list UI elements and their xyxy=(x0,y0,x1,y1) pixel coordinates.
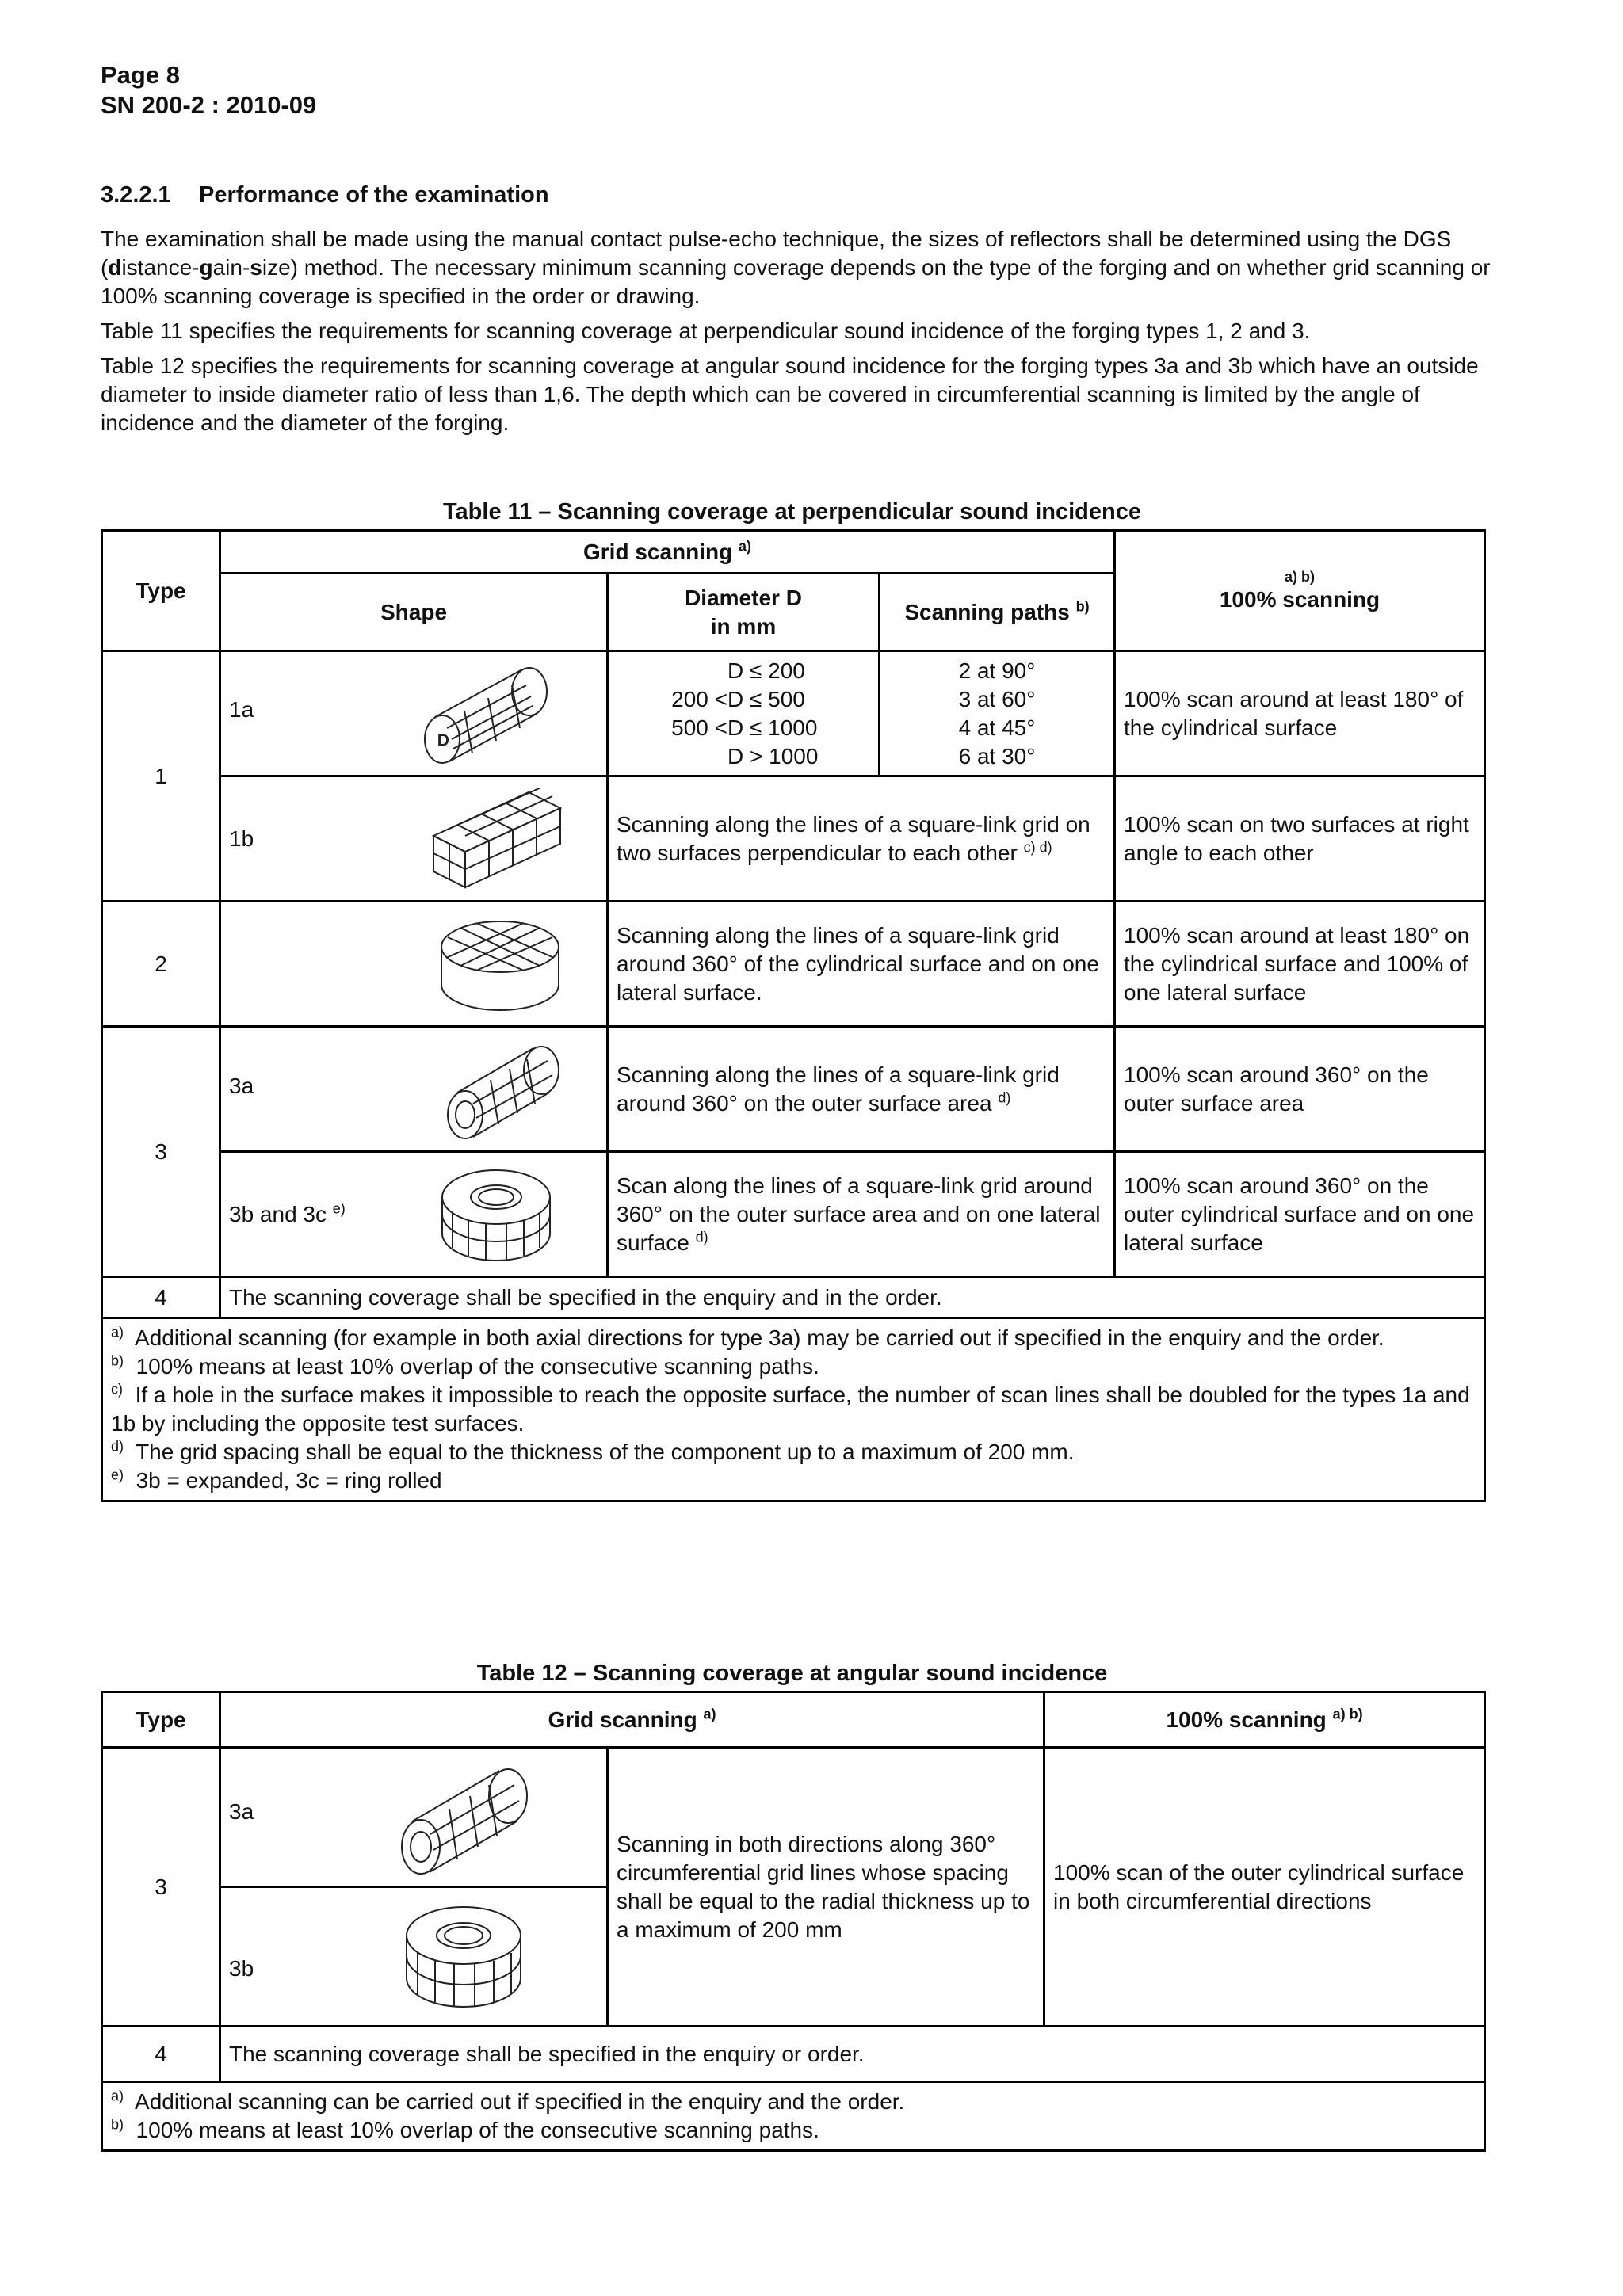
table12-grid-text: Scanning in both directions along 360° circumferential grid lines whose spacing shall be equal to the radial thickness up to a maximum of 200 mm xyxy=(608,1748,1044,2027)
table11-full-3b-3c: 100% scan around 360° on the outer cylindrical surface and on one lateral surface xyxy=(1115,1152,1485,1277)
table11-full-3a: 100% scan around 360° on the outer surface area xyxy=(1115,1027,1485,1152)
section-number: 3.2.2.1 xyxy=(101,182,171,208)
table11-footnote-b: $^{b)}$ 100% means at least 10% overlap of the consecutive scanning paths. xyxy=(111,1352,819,1379)
document-id: SN 200-2 : 2010-09 xyxy=(101,91,317,119)
table12-header-grid: Grid scanning $^{a)}$ xyxy=(220,1692,1044,1748)
ring-icon xyxy=(400,1899,527,2016)
shape-label-3a: 3a xyxy=(229,1799,254,1824)
table11-shape-3b-3c xyxy=(220,1152,608,1277)
table11-caption: Table 11 – Scanning coverage at perpendicular sound incidence xyxy=(442,499,1142,524)
table11-type-2: 2 xyxy=(102,902,220,1027)
table12-header-type: Type xyxy=(102,1692,220,1748)
table11-diameter-1a xyxy=(608,651,880,776)
table12-footnote-b: $^{b)}$ 100% means at least 10% overlap of the consecutive scanning paths. xyxy=(111,2116,819,2142)
table11-full-1b: 100% scan on two surfaces at right angle to each other xyxy=(1115,776,1485,902)
table11-footnote-d: $^{d)}$ The grid spacing shall be equal to the thickness of the component up to a maximum of 200 mm. xyxy=(111,1438,1075,1464)
table11-shape-2 xyxy=(220,902,608,1027)
svg-text:D: D xyxy=(437,732,449,749)
table11-header-grid: Grid scanning $^{a)}$ xyxy=(220,531,1115,574)
section-heading xyxy=(101,182,549,208)
table12-header-full: 100% scanning $^{a) b)}$ xyxy=(1044,1692,1485,1748)
cylinder-bar-icon xyxy=(415,663,558,768)
paragraph-1: The examination shall be made using the manual contact pulse-echo technique, the sizes of reflectors shall be determined using the DGS (distance-gain-size) method. The necessary minimum scanning coverage depends on the type of the forging and on whether grid scanning or 100% scanning coverage is specified in the order or drawing. xyxy=(101,227,1491,308)
table11 xyxy=(101,529,1486,1502)
diameter-row: D > 1000 xyxy=(727,743,819,769)
intro-text xyxy=(101,225,1495,444)
table11-header-diameter: Diameter D in mm xyxy=(608,574,880,651)
table11-shape-3a xyxy=(220,1027,608,1152)
table12-type-3: 3 xyxy=(102,1748,220,2027)
shape-label-1a: 1a xyxy=(229,697,254,722)
table11-header-paths: Scanning paths $^{b)}$ xyxy=(880,574,1115,651)
table12-full-text: 100% scan of the outer cylindrical surface in both circumferential directions xyxy=(1044,1748,1485,2027)
table11-shape-1a xyxy=(220,651,608,776)
disc-icon xyxy=(437,917,563,1015)
paragraph-2: Table 11 specifies the requirements for scanning coverage at perpendicular sound incidence of the forging types 1, 2 and 3. xyxy=(101,318,1311,343)
rectangular-bar-icon xyxy=(426,788,568,891)
table11-type-3: 3 xyxy=(102,1027,220,1277)
shape-label-3a: 3a xyxy=(229,1074,254,1098)
table11-shape-1b xyxy=(220,776,608,902)
table11-grid-1b: Scanning along the lines of a square-link grid on two surfaces perpendicular to each other $^{c) d)}$ xyxy=(608,776,1115,902)
shape-label-3b-3c: 3b and 3c $^{e)}$ xyxy=(229,1200,346,1226)
table12-shape-3a xyxy=(220,1748,608,1887)
table11-full-2: 100% scan around at least 180° on the cylindrical surface and 100% of one lateral surface xyxy=(1115,902,1485,1027)
table12-caption: Table 12 – Scanning coverage at angular sound incidence xyxy=(476,1661,1108,1686)
table11-header-type: Type xyxy=(102,531,220,651)
diameter-row: 500 < D ≤ 1000 xyxy=(671,715,818,740)
table11-footnote-c: $^{c)}$ If a hole in the surface makes it impossible to reach the opposite surface, the number of scan lines shall be doubled for the types 1a and 1b by including the opposite test surfaces. xyxy=(111,1381,1470,1436)
table11-footnotes xyxy=(102,1318,1485,1501)
table11-grid-3a: Scanning along the lines of a square-link grid around 360° on the outer surface area $^{d)}$ xyxy=(608,1027,1115,1152)
shape-label-1b: 1b xyxy=(229,826,254,851)
table11-type-4: 4 xyxy=(102,1277,220,1318)
table12-shape-3b xyxy=(220,1887,608,2027)
table11-row4-text: The scanning coverage shall be specified in the enquiry and in the order. xyxy=(220,1277,1485,1318)
table11-header-full: a) b) 100% scanning xyxy=(1115,531,1485,651)
table12-row4-text: The scanning coverage shall be specified in the enquiry or order. xyxy=(220,2027,1485,2082)
table11-paths-1a: 2 at 90° 3 at 60° 4 at 45° 6 at 30° xyxy=(880,651,1115,776)
table12-type-4: 4 xyxy=(102,2027,220,2082)
table12-footnote-a: $^{a)}$ Additional scanning can be carried out if specified in the enquiry and the order. xyxy=(111,2088,905,2114)
paragraph-3: Table 12 specifies the requirements for scanning coverage at angular sound incidence for the forging types 3a and 3b which have an outside diameter to inside diameter ratio of less than 1,6. The depth which can be covered in circumferential scanning is limited by the angle of incidence and the diameter of the forging. xyxy=(101,353,1479,435)
table12 xyxy=(101,1691,1486,2152)
table11-type-1: 1 xyxy=(102,651,220,902)
tube-icon xyxy=(394,1761,537,1880)
table11-footnote-a: $^{a)}$ Additional scanning (for example in both axial directions for type 3a) may be carried out if specified in the enquiry and the order. xyxy=(111,1324,1384,1350)
shape-label-3b: 3b xyxy=(229,1956,254,1981)
table11-grid-2: Scanning along the lines of a square-link grid around 360° of the cylindrical surface and on one lateral surface. xyxy=(608,902,1115,1027)
table11-grid-3b-3c: Scan along the lines of a square-link grid around 360° on the outer surface area and on one lateral surface $^{d)}$ xyxy=(608,1152,1115,1277)
diameter-row: 200 < D ≤ 500 xyxy=(671,686,805,711)
table11-full-1a: 100% scan around at least 180° of the cylindrical surface xyxy=(1115,651,1485,776)
page-header xyxy=(101,60,316,120)
table11-footnote-e: $^{e)}$ 3b = expanded, 3c = ring rolled xyxy=(111,1466,442,1493)
diameter-row: D ≤ 200 xyxy=(727,658,805,683)
table11-header-shape: Shape xyxy=(220,574,608,651)
page-number: Page 8 xyxy=(101,61,180,89)
table12-footnotes xyxy=(102,2082,1485,2151)
tube-icon xyxy=(441,1039,568,1143)
section-title: Performance of the examination xyxy=(199,182,549,208)
ring-icon xyxy=(437,1164,556,1268)
